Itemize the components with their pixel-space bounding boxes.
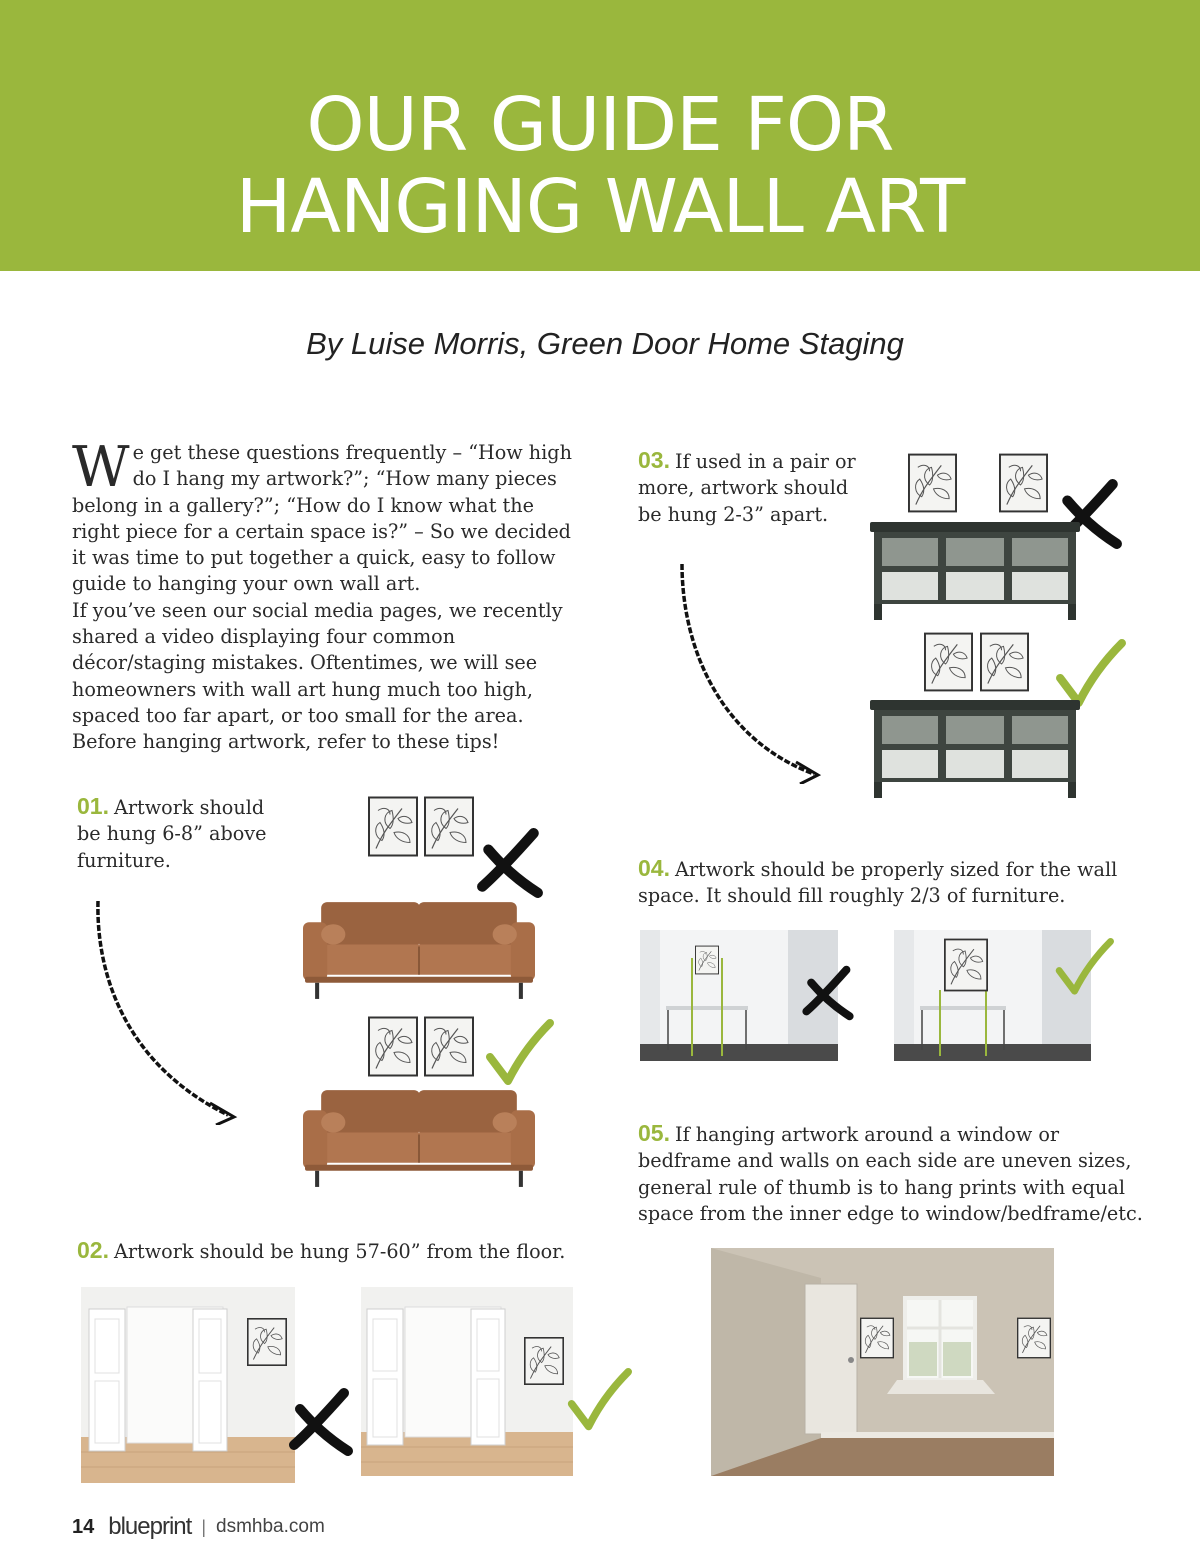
footer-separator: | — [201, 1516, 206, 1537]
x-mark-icon — [800, 964, 856, 1022]
check-mark-icon — [484, 1018, 554, 1090]
artwork-print-icon — [368, 1016, 418, 1077]
artwork-print-icon — [1017, 1315, 1051, 1361]
artwork-print-icon — [944, 938, 988, 992]
curved-arrow-icon — [672, 560, 828, 784]
tip-03 — [638, 447, 858, 528]
sofa-icon — [303, 1086, 535, 1187]
byline: By Luise Morris, Green Door Home Staging — [306, 326, 904, 361]
artwork-print-icon — [524, 1336, 564, 1386]
intro-paragraph-2: If you’ve seen our social media pages, we recently shared a video displaying four common décor/staging mistakes. Oftentimes, we will see homeowners with wall art hung much too high, spaced too far apart, or too small for the area. Before hanging artwork, refer to these tips! — [72, 598, 563, 754]
tip-number: 05. — [638, 1120, 670, 1146]
bedroom-window-photo — [711, 1248, 1054, 1476]
page-footer — [72, 1512, 325, 1542]
website-link[interactable]: dsmhba.com — [216, 1516, 325, 1537]
tip-05 — [638, 1120, 1158, 1227]
artwork-print-icon — [924, 632, 973, 692]
sofa-icon — [303, 898, 535, 999]
artwork-print-icon — [695, 945, 719, 975]
header-banner — [0, 0, 1200, 271]
title-line-2: HANGING WALL ART — [235, 164, 965, 250]
tip-number: 03. — [638, 447, 670, 473]
check-mark-icon — [566, 1368, 632, 1434]
tip-text: If used in a pair or more, artwork should be hung 2-3” apart. — [638, 450, 856, 526]
tip-text: If hanging artwork around a window or bedframe and walls on each side are uneven sizes, general rule of thumb is to hang prints with equal space from the inner edge to window/bedframe/etc. — [638, 1123, 1143, 1225]
intro-text — [72, 435, 587, 756]
page-number: 14 — [72, 1515, 95, 1538]
drop-cap: W — [72, 435, 130, 500]
console-table-icon — [870, 522, 1080, 622]
intro-paragraph-1-text: e get these questions frequently – “How high do I hang my artwork?”; “How many pieces belong in a gallery?”; “How do I know what the right piece for a certain space is?” – So we decided it was time to put together a quick, easy to follow guide to hanging your own wall art. — [72, 441, 572, 596]
intro-paragraph-1 — [72, 435, 587, 598]
x-mark-icon — [286, 1386, 356, 1458]
curved-arrow-icon — [86, 895, 246, 1125]
tip-text: Artwork should be hung 6-8” above furniture. — [77, 796, 267, 872]
console-table-icon — [870, 700, 1080, 800]
artwork-print-icon — [908, 453, 957, 513]
artwork-print-icon — [860, 1315, 894, 1361]
tip-number: 01. — [77, 793, 109, 819]
page-title — [0, 84, 1200, 248]
tip-02 — [77, 1237, 577, 1265]
tip-number: 02. — [77, 1237, 109, 1263]
artwork-print-icon — [424, 1016, 474, 1077]
artwork-print-icon — [980, 632, 1029, 692]
artwork-print-icon — [424, 796, 474, 857]
tip-01 — [77, 793, 267, 874]
artwork-print-icon — [999, 453, 1048, 513]
brand-logo: blueprint — [108, 1513, 192, 1540]
tip-text: Artwork should be hung 57-60” from the floor. — [113, 1240, 566, 1263]
tip-number: 04. — [638, 855, 670, 881]
x-mark-icon — [474, 826, 546, 900]
tip-text: Artwork should be properly sized for the wall space. It should fill roughly 2/3 of furniture. — [638, 858, 1118, 908]
tip-04 — [638, 855, 1138, 910]
check-mark-icon — [1054, 938, 1114, 998]
artwork-print-icon — [368, 796, 418, 857]
artwork-print-icon — [247, 1317, 287, 1367]
title-line-1: OUR GUIDE FOR — [306, 82, 894, 168]
